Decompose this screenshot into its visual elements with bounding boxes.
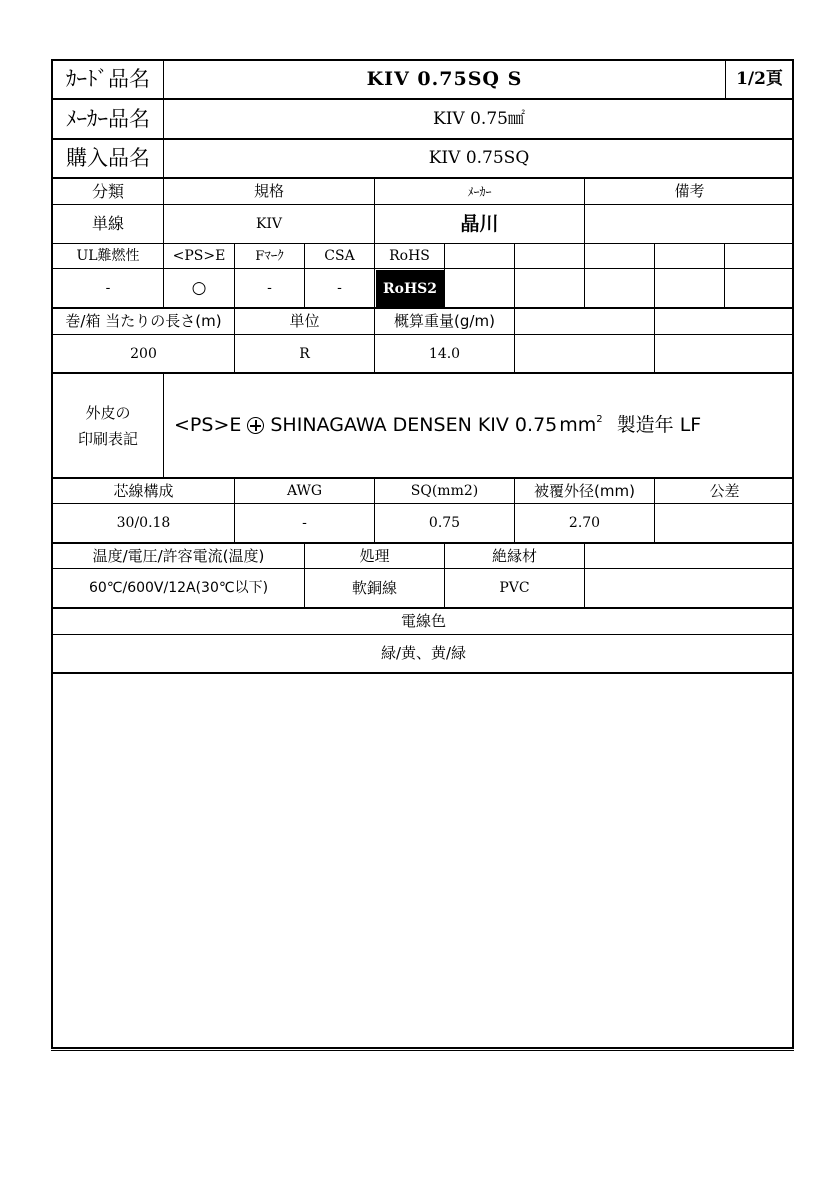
header-csa: CSA bbox=[324, 248, 355, 264]
header-ps: <PS>E bbox=[172, 248, 226, 264]
value-sq: 0.75 bbox=[428, 515, 461, 531]
header-sq: SQ(mm2) bbox=[410, 483, 479, 499]
vrule-h bbox=[514, 243, 515, 372]
value-ps: ○ bbox=[191, 277, 207, 298]
value-awg: - bbox=[302, 515, 307, 531]
header-insulation: 絶縁材 bbox=[491, 546, 537, 565]
card-name-value: KIV 0.75SQ S bbox=[366, 68, 523, 90]
vrule-j bbox=[724, 243, 725, 307]
value-bunrui: 単線 bbox=[91, 214, 124, 233]
print-label-line1: 外皮の bbox=[85, 403, 131, 422]
notes-area bbox=[53, 674, 792, 1046]
header-bunrui: 分類 bbox=[91, 181, 124, 201]
vrule-g bbox=[444, 243, 445, 307]
vrule-t bbox=[584, 542, 585, 607]
print-text-ps: <PS>E bbox=[174, 414, 242, 436]
maker-name-label: ﾒｰｶｰ品名 bbox=[66, 106, 150, 131]
vrule-i bbox=[654, 243, 655, 372]
header-config: 芯線構成 bbox=[113, 481, 174, 500]
header-fmark: Fﾏｰｸ bbox=[255, 248, 284, 264]
value-insulation: PVC bbox=[499, 580, 530, 596]
value-biko bbox=[585, 205, 794, 243]
header-tolerance: 公差 bbox=[709, 481, 740, 500]
header-unit: 単位 bbox=[289, 312, 320, 330]
value-weight: 14.0 bbox=[428, 345, 461, 362]
header-ul: UL難燃性 bbox=[76, 248, 140, 264]
header-maker: ﾒｰｶｰ bbox=[467, 184, 492, 199]
value-tolerance bbox=[655, 504, 794, 542]
value-treatment: 軟銅線 bbox=[351, 578, 397, 597]
print-text-unit: mm bbox=[559, 414, 597, 436]
header-weight: 概算重量(g/m) bbox=[394, 312, 495, 330]
header-awg: AWG bbox=[286, 483, 323, 499]
header-od: 被覆外径(mm) bbox=[534, 481, 635, 500]
value-maker: 晶川 bbox=[460, 212, 499, 235]
header-treatment: 処理 bbox=[359, 546, 390, 565]
header-kikaku: 規格 bbox=[253, 182, 284, 200]
value-wire-color: 緑/黄、黄/緑 bbox=[380, 644, 467, 662]
purchase-name-label: 購入品名 bbox=[66, 146, 150, 170]
purchase-name-value: KIV 0.75SQ bbox=[428, 148, 530, 168]
page-number: 1/2頁 bbox=[736, 69, 783, 89]
bottom-rule bbox=[51, 1050, 794, 1051]
print-label bbox=[53, 374, 163, 477]
shinagawa-logo-icon bbox=[247, 417, 264, 434]
header-biko: 備考 bbox=[674, 182, 705, 200]
value-ul: - bbox=[105, 280, 111, 296]
header-length: 巻/箱 当たりの長さ(m) bbox=[65, 312, 222, 330]
value-od: 2.70 bbox=[568, 515, 601, 531]
print-label-line2: 印刷表記 bbox=[77, 429, 138, 448]
print-text bbox=[164, 374, 794, 477]
value-unit: R bbox=[299, 345, 310, 362]
maker-name-value: KIV 0.75㎟ bbox=[433, 108, 525, 129]
value-config: 30/0.18 bbox=[116, 515, 171, 531]
value-length: 200 bbox=[130, 345, 157, 362]
value-csa: - bbox=[337, 280, 342, 296]
header-rohs: RoHS bbox=[389, 248, 430, 264]
header-wire-color: 電線色 bbox=[400, 612, 446, 630]
print-text-tail: 製造年 LF bbox=[616, 414, 702, 436]
print-text-sup: 2 bbox=[596, 413, 603, 425]
value-rating: 60℃/600V/12A(30℃以下) bbox=[88, 580, 269, 596]
rohs2-badge: RoHS2 bbox=[376, 270, 444, 307]
card-name-label: ｶｰﾄﾞ品名 bbox=[66, 67, 150, 91]
print-text-body: SHINAGAWA DENSEN KIV 0.75 bbox=[270, 414, 558, 436]
value-kikaku: KIV bbox=[255, 216, 283, 232]
value-fmark: - bbox=[267, 280, 272, 296]
header-rating: 温度/電圧/許容電流(温度) bbox=[92, 546, 265, 565]
